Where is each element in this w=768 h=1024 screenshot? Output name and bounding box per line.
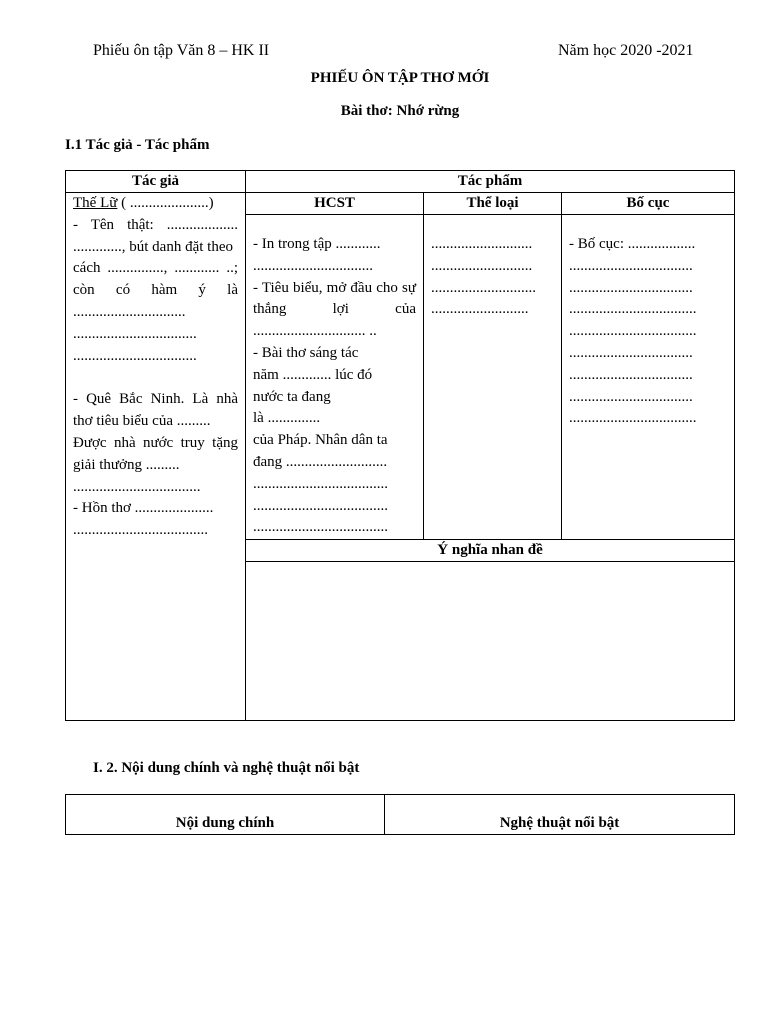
author-name: Thế Lữ	[73, 195, 118, 211]
author-work-table	[65, 170, 735, 721]
header-noi-dung: Nội dung chính	[66, 795, 385, 835]
hcst-line: ................................	[253, 257, 373, 274]
poem-title: Bài thơ: Nhớ rừng	[340, 103, 460, 119]
hcst-cell	[246, 215, 424, 540]
hcst-line: ....................................	[253, 497, 388, 514]
the-loai-cell	[424, 215, 562, 540]
header-tac-gia: Tác giả	[66, 171, 246, 193]
author-soul: - Hồn thơ .....................	[73, 500, 214, 517]
hcst-line: - In trong tập ............	[253, 236, 381, 252]
hcst-line: là ..............	[253, 410, 321, 427]
author-pen-name: cách ..............., ............ ..; còn có hàm ý là ..............................	[73, 260, 238, 320]
header-hcst: HCST	[246, 193, 424, 215]
the-loai-line: ............................	[431, 279, 536, 296]
hcst-line: nước ta đang	[253, 388, 331, 405]
the-loai-line: ..........................	[431, 301, 529, 318]
author-blank-line: ..................................	[73, 478, 201, 495]
hcst-line: đang ...........................	[253, 453, 388, 470]
header-bo-cuc: Bố cục	[562, 193, 735, 215]
the-loai-line: ...........................	[431, 236, 533, 252]
author-real-name: - Tên thật: ................... ............., bút danh đặt theo	[73, 216, 238, 255]
author-name-line: Thế Lữ ( .....................)	[73, 195, 214, 211]
author-blank-line: .................................	[73, 325, 197, 342]
content-art-table	[65, 794, 735, 835]
author-blank-line: .................................	[73, 347, 197, 364]
hcst-line: ....................................	[253, 519, 388, 536]
section-heading-1: I.1 Tác giả - Tác phẩm	[65, 137, 210, 153]
hcst-line: - Bài thơ sáng tác	[253, 344, 359, 361]
author-cell	[66, 193, 246, 721]
header-the-loai: Thể loại	[424, 193, 562, 215]
header-left: Phiếu ôn tập Văn 8 – HK II	[93, 42, 270, 59]
bo-cuc-line: ..................................	[569, 323, 697, 340]
hcst-line: - Tiêu biểu, mở đầu cho sự thắng lợi của .............................. ..	[253, 279, 416, 340]
hcst-line: của Pháp. Nhân dân ta	[253, 432, 388, 449]
bo-cuc-line: ..................................	[569, 410, 697, 427]
bo-cuc-line: - Bố cục: ..................	[569, 236, 696, 252]
author-hometown: - Quê Bắc Ninh. Là nhà thơ tiêu biểu của .........	[73, 391, 238, 430]
bo-cuc-line: .................................	[569, 344, 693, 361]
bo-cuc-cell	[562, 215, 735, 540]
bo-cuc-line: ..................................	[569, 301, 697, 318]
bo-cuc-line: .................................	[569, 388, 693, 405]
the-loai-line: ...........................	[431, 257, 533, 274]
y-nghia-answer-area[interactable]	[246, 561, 734, 720]
bo-cuc-line: .................................	[569, 257, 693, 274]
header-tac-pham: Tác phẩm	[246, 171, 735, 193]
page-title: PHIẾU ÔN TẬP THƠ MỚI	[310, 70, 490, 86]
hcst-line: năm ............. lúc đó	[253, 366, 373, 383]
hcst-line: ....................................	[253, 475, 388, 492]
bo-cuc-line: .................................	[569, 366, 693, 383]
author-award: Được nhà nước truy tặng giải thưởng .........	[73, 434, 238, 473]
y-nghia-heading: Ý nghĩa nhan đề	[437, 542, 543, 559]
section-heading-2: I. 2. Nội dung chính và nghệ thuật nổi bật	[93, 760, 360, 776]
author-blank-line: ....................................	[73, 522, 208, 539]
y-nghia-cell	[246, 540, 735, 721]
header-right: Năm học 2020 -2021	[558, 42, 694, 59]
header-nghe-thuat: Nghệ thuật nổi bật	[385, 795, 735, 835]
bo-cuc-line: .................................	[569, 279, 693, 296]
